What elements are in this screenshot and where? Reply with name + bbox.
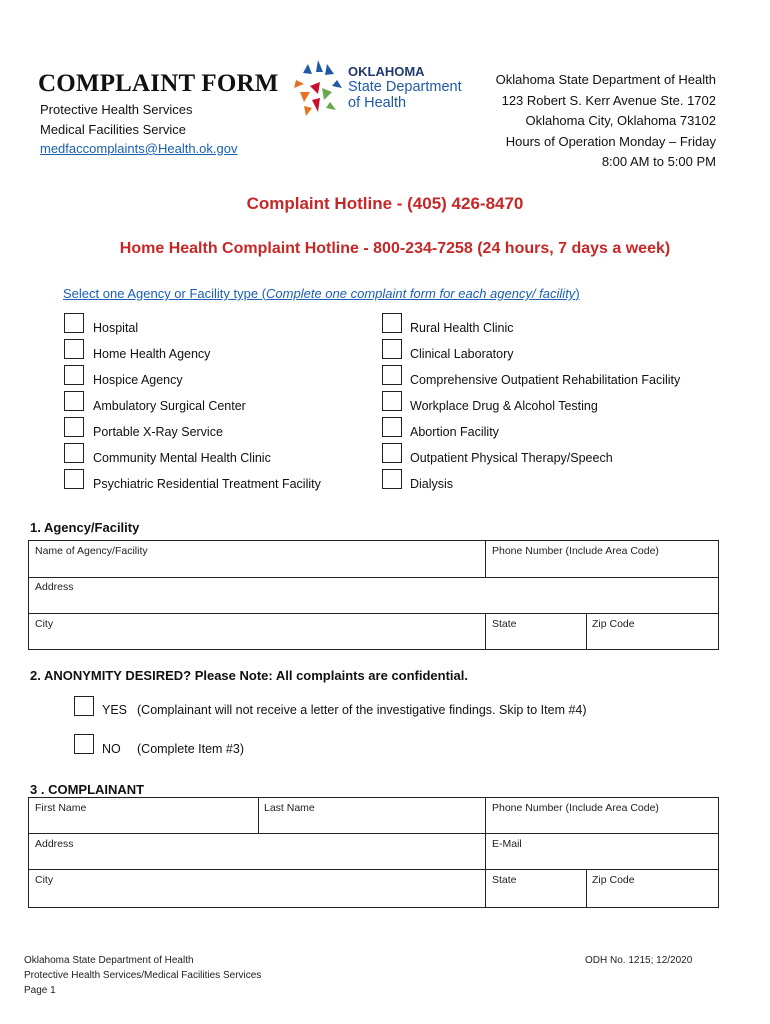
anonymity-no-note: (Complete Item #3) — [137, 742, 244, 756]
divider — [28, 577, 719, 578]
address-line-5: 8:00 AM to 5:00 PM — [601, 154, 716, 169]
checkbox-community-mental-health[interactable] — [64, 443, 84, 463]
label-rural-health-clinic: Rural Health Clinic — [410, 321, 514, 335]
footer-line-1: Oklahoma State Department of Health — [24, 955, 194, 966]
section-1-heading: 1. Agency/Facility — [30, 520, 140, 535]
label-clinical-laboratory: Clinical Laboratory — [410, 347, 514, 361]
address-line-4: Hours of Operation Monday – Friday — [505, 133, 716, 149]
facility-select-prompt — [63, 286, 580, 301]
label-dialysis: Dialysis — [410, 477, 454, 491]
checkbox-rural-health-clinic[interactable] — [382, 313, 402, 333]
checkbox-portable-xray[interactable] — [64, 417, 84, 437]
complainant-zip-field[interactable]: Zip Code — [592, 874, 635, 886]
logo-line-3: of Health — [348, 95, 407, 111]
label-home-health-agency: Home Health Agency — [93, 347, 211, 361]
complainant-first-name-field[interactable]: First Name — [35, 802, 87, 814]
email-link[interactable]: medfaccomplaints@Health.ok.gov — [40, 141, 238, 156]
checkbox-dialysis[interactable] — [382, 469, 402, 489]
complainant-state-field[interactable]: State — [492, 874, 517, 886]
checkbox-clinical-laboratory[interactable] — [382, 339, 402, 359]
section-2-heading: 2. ANONYMITY DESIRED? Please Note: All complaints are confidential. — [30, 668, 469, 683]
anonymity-yes-note: (Complainant will not receive a letter of the investigative findings. Skip to Item #4) — [137, 703, 587, 717]
divider — [28, 613, 719, 614]
logo-line-1: OKLAHOMA — [348, 64, 425, 79]
form-title: COMPLAINT FORM — [38, 70, 279, 97]
complainant-email-field[interactable]: E-Mail — [492, 838, 522, 850]
anonymity-no-label: NO — [102, 742, 121, 756]
checkbox-anonymity-no[interactable] — [74, 734, 94, 754]
agency-city-field[interactable]: City — [35, 618, 54, 630]
logo-line-2: State Department — [348, 79, 462, 95]
divider — [485, 613, 486, 650]
divider — [586, 613, 587, 650]
label-community-mental-health: Community Mental Health Clinic — [93, 451, 271, 465]
checkbox-comprehensive-outpatient[interactable] — [382, 365, 402, 385]
checkbox-outpatient-pt[interactable] — [382, 443, 402, 463]
address-line-3: Oklahoma City, Oklahoma 73102 — [525, 113, 716, 128]
osdh-logo — [290, 58, 470, 118]
divider — [485, 797, 486, 908]
divider — [485, 540, 486, 577]
label-workplace-drug-testing: Workplace Drug & Alcohol Testing — [410, 399, 598, 413]
agency-zip-field[interactable]: Zip Code — [592, 618, 635, 630]
checkbox-psychiatric-residential[interactable] — [64, 469, 84, 489]
complaint-hotline: Complaint Hotline - (405) 426-8470 — [246, 194, 524, 213]
address-line-1: Oklahoma State Department of Health — [495, 72, 716, 87]
department-address — [496, 70, 716, 173]
checkbox-anonymity-yes[interactable] — [74, 696, 94, 716]
agency-phone-field[interactable]: Phone Number (Include Area Code) — [492, 545, 659, 557]
label-hospital: Hospital — [93, 321, 139, 335]
divider — [28, 833, 719, 834]
agency-name-field[interactable]: Name of Agency/Facility — [35, 545, 148, 557]
label-ambulatory-surgical-center: Ambulatory Surgical Center — [93, 399, 246, 413]
checkbox-abortion-facility[interactable] — [382, 417, 402, 437]
footer-form-number: ODH No. 1215; 12/2020 — [585, 955, 693, 966]
label-hospice-agency: Hospice Agency — [93, 373, 183, 387]
header-line-1: Protective Health Services — [40, 102, 193, 117]
agency-address-field[interactable]: Address — [35, 581, 74, 593]
prompt-start: Select one Agency or Facility type ( — [63, 286, 267, 301]
complainant-last-name-field[interactable]: Last Name — [264, 802, 315, 814]
home-health-hotline: Home Health Complaint Hotline - 800-234-7258 (24 hours, 7 days a week) — [119, 240, 671, 257]
label-portable-xray: Portable X-Ray Service — [93, 425, 223, 439]
checkbox-workplace-drug-testing[interactable] — [382, 391, 402, 411]
checkbox-hospice-agency[interactable] — [64, 365, 84, 385]
label-outpatient-pt: Outpatient Physical Therapy/Speech — [410, 451, 613, 465]
complainant-phone-field[interactable]: Phone Number (Include Area Code) — [492, 802, 659, 814]
complainant-address-field[interactable]: Address — [35, 838, 74, 850]
divider — [258, 797, 259, 833]
footer-page-number: Page 1 — [24, 985, 56, 996]
anonymity-yes-label: YES — [102, 703, 128, 717]
footer-line-2: Protective Health Services/Medical Facilities Services — [24, 970, 262, 981]
complainant-city-field[interactable]: City — [35, 874, 54, 886]
checkbox-ambulatory-surgical-center[interactable] — [64, 391, 84, 411]
label-abortion-facility: Abortion Facility — [410, 425, 499, 439]
label-comprehensive-outpatient: Comprehensive Outpatient Rehabilitation Facility — [410, 373, 681, 387]
star-logo-icon — [290, 58, 346, 118]
prompt-end: ) — [575, 286, 580, 301]
checkbox-home-health-agency[interactable] — [64, 339, 84, 359]
header-line-2: Medical Facilities Service — [40, 122, 186, 137]
checkbox-hospital[interactable] — [64, 313, 84, 333]
prompt-italic: Complete one complaint form for each agency/ facility — [266, 286, 576, 301]
label-psychiatric-residential: Psychiatric Residential Treatment Facility — [93, 477, 321, 491]
divider — [586, 869, 587, 908]
address-line-2: 123 Robert S. Kerr Avenue Ste. 1702 — [501, 92, 716, 108]
section-3-heading: 3 . COMPLAINANT — [30, 782, 145, 797]
agency-state-field[interactable]: State — [492, 618, 517, 630]
divider — [28, 869, 719, 870]
